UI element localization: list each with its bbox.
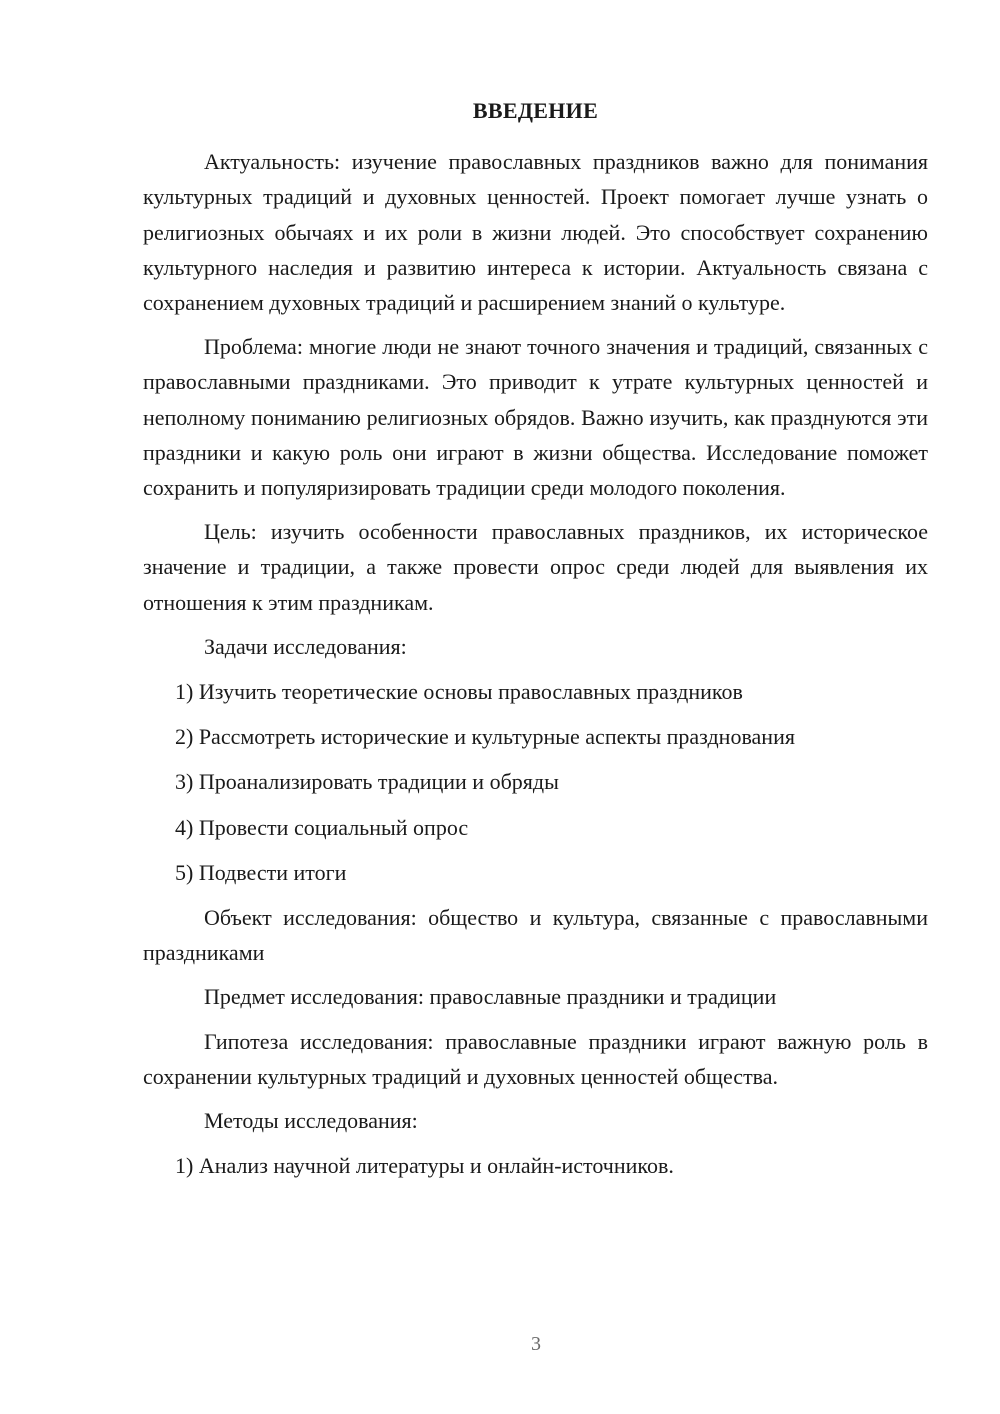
methods-heading: Методы исследования: xyxy=(204,1108,418,1134)
list-item: 5) Подвести итоги xyxy=(175,859,347,885)
page-number: 3 xyxy=(531,1333,541,1355)
subject-paragraph: Предмет исследования: православные праздники и традиции xyxy=(204,984,777,1010)
object-paragraph: Объект исследования: общество и культура, связанные с православными праздниками xyxy=(143,905,928,966)
problem-paragraph: Проблема: многие люди не знают точного значения и традиций, связанных с православными праздниками. Это приводит к утрате культурных ценностей и неполному пониманию религиозных обрядов. Важно изучить, как празднуются эти праздники и какую роль они играют в жизни общества. Исследование поможет сохранить и популяризировать традиции среди молодого поколения. xyxy=(143,334,928,501)
section-title: ВВЕДЕНИЕ xyxy=(472,98,599,123)
list-item: 2) Рассмотреть исторические и культурные аспекты празднования xyxy=(175,724,795,750)
list-item: 1) Изучить теоретические основы православных праздников xyxy=(175,679,743,705)
page-content xyxy=(143,93,928,1193)
tasks-list xyxy=(143,674,928,890)
list-item: 4) Провести социальный опрос xyxy=(175,814,469,840)
relevance-paragraph: Актуальность: изучение православных праздников важно для понимания культурных традиций и духовных ценностей. Проект помогает лучше узнать о религиозных обычаях и их роли в жизни людей. Это способствует сохранению культурного наследия и развитию интереса к истории. Актуальность связана с сохранением духовных традиций и расширением знаний о культуре. xyxy=(143,149,928,316)
list-item: 3) Проанализировать традиции и обряды xyxy=(175,769,559,795)
list-item: 1) Анализ научной литературы и онлайн-источников. xyxy=(175,1153,674,1179)
methods-list xyxy=(143,1148,928,1183)
hypothesis-paragraph: Гипотеза исследования: православные праздники играют важную роль в сохранении культурных традиций и духовных ценностей общества. xyxy=(143,1028,928,1089)
goal-paragraph: Цель: изучить особенности православных праздников, их историческое значение и традиции, а также провести опрос среди людей для выявления их отношения к этим праздникам. xyxy=(143,519,928,615)
tasks-heading: Задачи исследования: xyxy=(204,633,407,659)
